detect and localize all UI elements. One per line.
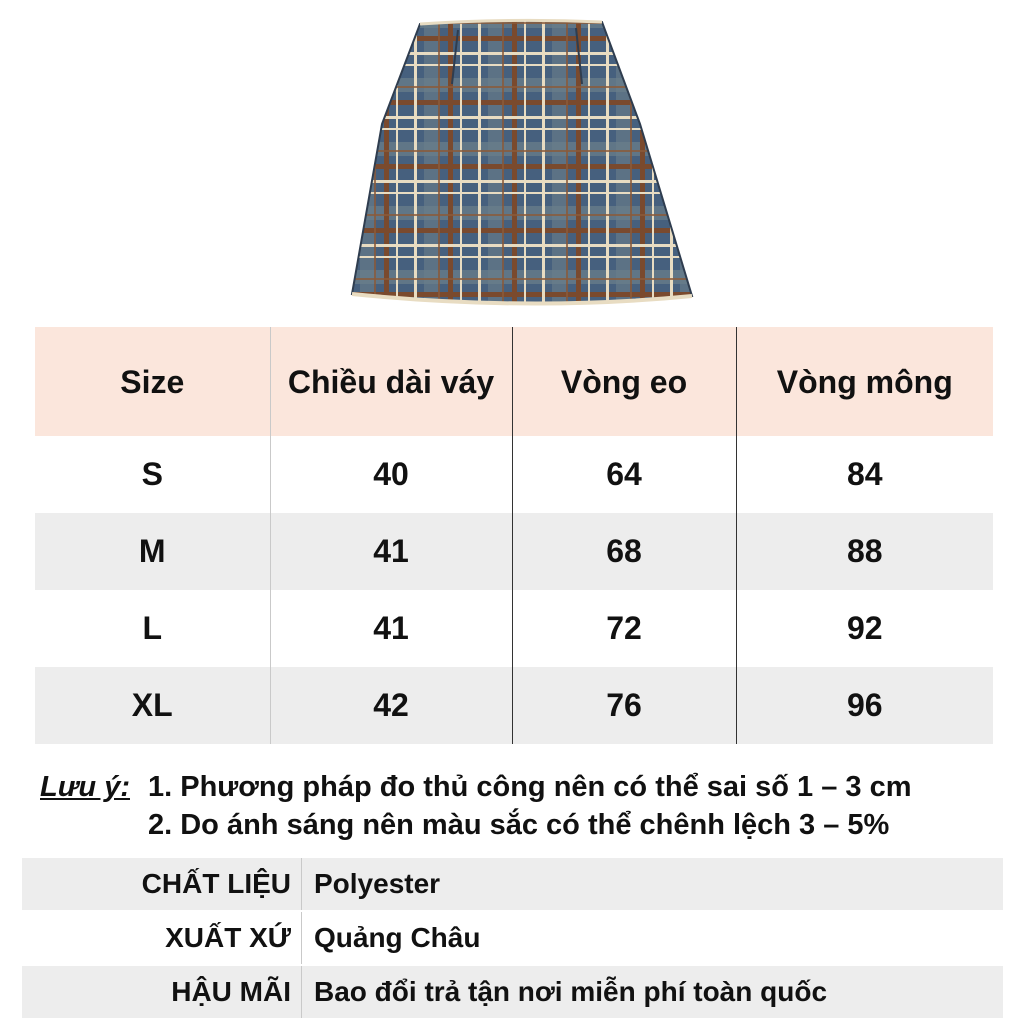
info-key: HẬU MÃI [22, 966, 302, 1018]
header-hip: Vòng mông [736, 327, 993, 436]
cell-size: L [35, 590, 270, 667]
info-value: Quảng Châu [314, 922, 481, 953]
cell-waist: 68 [512, 513, 736, 590]
cell-size: XL [35, 667, 270, 744]
info-value: Bao đổi trả tận nơi miễn phí toàn quốc [314, 976, 828, 1007]
notes-section [40, 768, 1010, 844]
cell-waist: 76 [512, 667, 736, 744]
cell-hip: 84 [736, 436, 993, 513]
cell-length: 40 [270, 436, 512, 513]
cell-hip: 88 [736, 513, 993, 590]
note-line [40, 768, 1010, 806]
notes-label: Lưu ý: [40, 771, 130, 803]
size-table [35, 327, 993, 744]
plaid-skirt-image [340, 14, 710, 314]
table-row [35, 436, 993, 513]
note-item: 2. Do ánh sáng nên màu sắc có thể chênh lệch 3 – 5% [148, 809, 890, 841]
note-line [40, 806, 1010, 844]
cell-hip: 92 [736, 590, 993, 667]
info-row-warranty [22, 966, 1003, 1018]
header-length: Chiều dài váy [270, 327, 512, 436]
info-value: Polyester [314, 868, 441, 899]
cell-length: 41 [270, 513, 512, 590]
cell-size: M [35, 513, 270, 590]
header-waist: Vòng eo [512, 327, 736, 436]
cell-size: S [35, 436, 270, 513]
info-row-material [22, 858, 1003, 910]
cell-waist: 64 [512, 436, 736, 513]
cell-hip: 96 [736, 667, 993, 744]
cell-length: 42 [270, 667, 512, 744]
table-row [35, 513, 993, 590]
table-row [35, 667, 993, 744]
cell-waist: 72 [512, 590, 736, 667]
product-info [22, 858, 1003, 1020]
table-header-row [35, 327, 993, 436]
table-row [35, 590, 993, 667]
header-size: Size [35, 327, 270, 436]
note-item: 1. Phương pháp đo thủ công nên có thể sai số 1 – 3 cm [148, 771, 912, 803]
info-key: CHẤT LIỆU [22, 858, 302, 910]
note-indent [40, 806, 148, 844]
cell-length: 41 [270, 590, 512, 667]
info-row-origin [22, 912, 1003, 964]
info-key: XUẤT XỨ [22, 912, 302, 964]
